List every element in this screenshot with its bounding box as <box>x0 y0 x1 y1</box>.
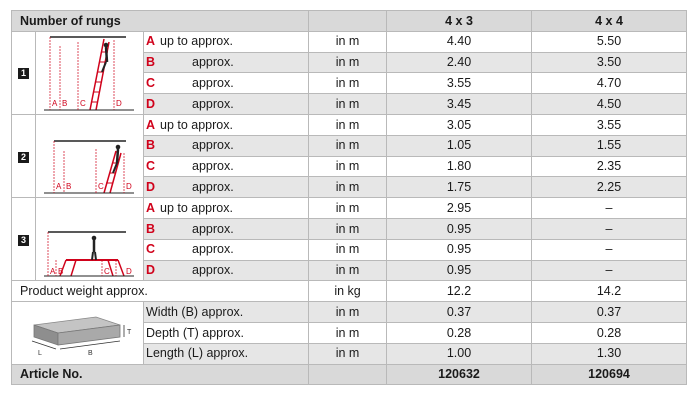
article-no-4x4: 120694 <box>532 364 687 385</box>
svg-text:B: B <box>62 98 68 108</box>
svg-text:B: B <box>66 182 72 192</box>
svg-text:C: C <box>80 98 86 108</box>
row-unit: in m <box>309 198 387 219</box>
row-value-4x3: 0.95 <box>387 260 532 281</box>
header-label: Number of rungs <box>12 11 309 32</box>
row-label: D approx. <box>144 94 309 115</box>
row-value-4x4: 0.37 <box>532 302 687 323</box>
row-unit: in m <box>309 322 387 343</box>
row-value-4x4: 4.50 <box>532 94 687 115</box>
ladder-diagram-1 <box>36 31 144 114</box>
table-row <box>12 198 687 219</box>
table-row <box>12 31 687 52</box>
row-label: D approx. <box>144 260 309 281</box>
svg-text:A: A <box>52 98 58 108</box>
row-unit: in m <box>309 218 387 239</box>
row-label: A up to approx. <box>144 114 309 135</box>
article-row <box>12 364 687 385</box>
header-col-4x3: 4 x 3 <box>387 11 532 32</box>
svg-text:T: T <box>127 328 132 336</box>
row-value-4x4: 3.55 <box>532 114 687 135</box>
row-value-4x4: 0.28 <box>532 322 687 343</box>
row-label: B approx. <box>144 135 309 156</box>
row-value-4x3: 0.95 <box>387 239 532 260</box>
row-value-4x3: 2.40 <box>387 52 532 73</box>
variant-badge-3: 3 <box>12 198 36 281</box>
weight-row <box>12 281 687 302</box>
row-unit: in m <box>309 260 387 281</box>
depth-label: Depth (T) approx. <box>144 322 309 343</box>
row-value-4x3: 3.05 <box>387 114 532 135</box>
weight-unit: in kg <box>309 281 387 302</box>
svg-text:L: L <box>38 349 42 357</box>
row-value-4x4: – <box>532 198 687 219</box>
row-value-4x3: 0.95 <box>387 218 532 239</box>
row-value-4x4: – <box>532 239 687 260</box>
row-label: C approx. <box>144 73 309 94</box>
row-label: B approx. <box>144 52 309 73</box>
length-label: Length (L) approx. <box>144 343 309 364</box>
svg-text:D: D <box>126 267 132 277</box>
row-unit: in m <box>309 239 387 260</box>
row-value-4x4: 2.25 <box>532 177 687 198</box>
svg-text:D: D <box>126 182 132 192</box>
row-unit: in m <box>309 31 387 52</box>
row-value-4x3: 3.45 <box>387 94 532 115</box>
variant-badge-1: 1 <box>12 31 36 114</box>
weight-label: Product weight approx. <box>12 281 309 302</box>
row-value-4x4: 2.35 <box>532 156 687 177</box>
row-value-4x4: – <box>532 260 687 281</box>
row-unit: in m <box>309 302 387 323</box>
row-unit: in m <box>309 135 387 156</box>
article-no-4x3: 120632 <box>387 364 532 385</box>
row-unit: in m <box>309 114 387 135</box>
row-value-4x3: 1.00 <box>387 343 532 364</box>
row-label: A up to approx. <box>144 198 309 219</box>
row-value-4x3: 4.40 <box>387 31 532 52</box>
row-value-4x3: 1.05 <box>387 135 532 156</box>
table-row <box>12 114 687 135</box>
svg-text:B: B <box>58 267 64 277</box>
row-value-4x4: 1.30 <box>532 343 687 364</box>
package-box-icon <box>12 303 142 363</box>
row-value-4x3: 1.80 <box>387 156 532 177</box>
ladder-diagram-2 <box>36 114 144 197</box>
row-unit: in m <box>309 94 387 115</box>
weight-value-4x4: 14.2 <box>532 281 687 302</box>
row-unit: in m <box>309 52 387 73</box>
row-label: A up to approx. <box>144 31 309 52</box>
table-row <box>12 302 687 323</box>
svg-text:D: D <box>116 98 122 108</box>
header-unit-cell <box>309 11 387 32</box>
row-unit: in m <box>309 343 387 364</box>
header-col-4x4: 4 x 4 <box>532 11 687 32</box>
variant-badge-2: 2 <box>12 114 36 197</box>
svg-text:C: C <box>104 267 110 277</box>
row-value-4x4: 3.50 <box>532 52 687 73</box>
row-label: C approx. <box>144 239 309 260</box>
row-value-4x3: 0.37 <box>387 302 532 323</box>
row-value-4x4: 4.70 <box>532 73 687 94</box>
svg-text:A: A <box>56 182 62 192</box>
row-label: B approx. <box>144 218 309 239</box>
ladder-short-icon <box>36 115 142 197</box>
ladder-leaning-icon <box>36 32 142 114</box>
row-value-4x4: – <box>532 218 687 239</box>
row-label: C approx. <box>144 156 309 177</box>
svg-text:A: A <box>50 267 56 277</box>
weight-value-4x3: 12.2 <box>387 281 532 302</box>
article-unit-cell <box>309 364 387 385</box>
specs-table-container <box>11 10 686 404</box>
ladder-platform-icon <box>36 198 142 280</box>
row-value-4x4: 5.50 <box>532 31 687 52</box>
row-unit: in m <box>309 73 387 94</box>
width-label: Width (B) approx. <box>144 302 309 323</box>
ladder-diagram-3 <box>36 198 144 281</box>
specs-table <box>11 10 687 385</box>
row-value-4x3: 1.75 <box>387 177 532 198</box>
row-value-4x3: 0.28 <box>387 322 532 343</box>
row-value-4x4: 1.55 <box>532 135 687 156</box>
svg-text:B: B <box>88 349 93 357</box>
row-unit: in m <box>309 156 387 177</box>
header-row <box>12 11 687 32</box>
package-diagram <box>12 302 144 364</box>
article-label: Article No. <box>12 364 309 385</box>
row-unit: in m <box>309 177 387 198</box>
svg-text:C: C <box>98 182 104 192</box>
row-value-4x3: 3.55 <box>387 73 532 94</box>
row-value-4x3: 2.95 <box>387 198 532 219</box>
row-label: D approx. <box>144 177 309 198</box>
